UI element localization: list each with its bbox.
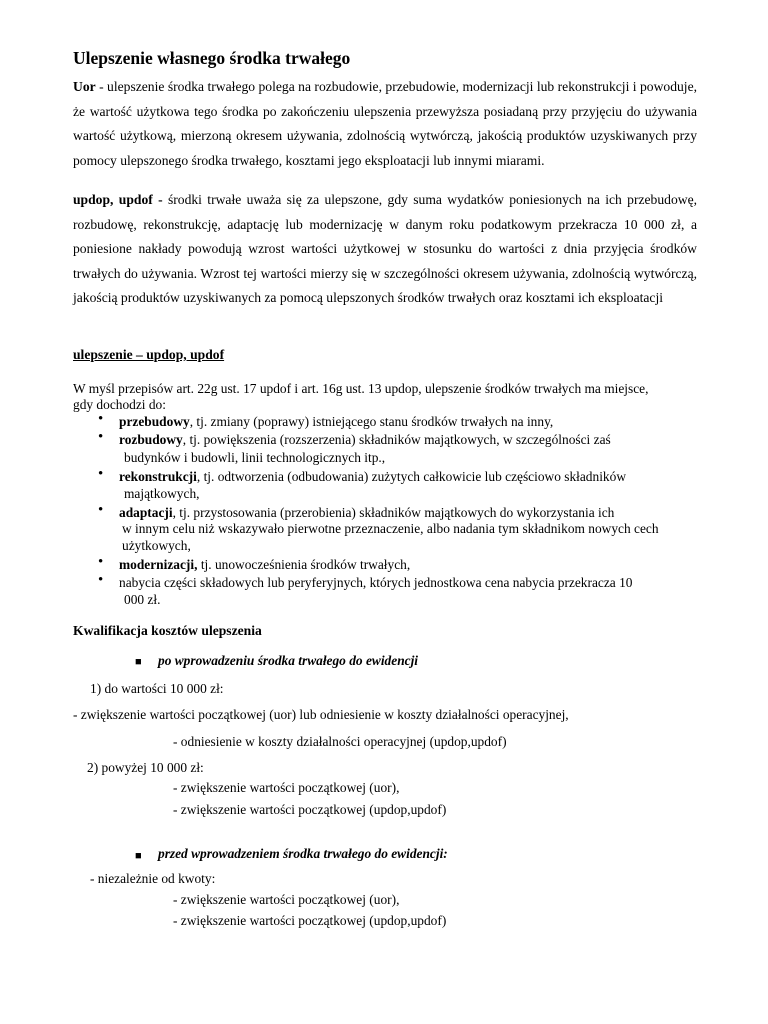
list-item-term: modernizacji,	[119, 557, 198, 572]
item-1: 1) do wartości 10 000 zł:	[90, 681, 224, 696]
uor-term: Uor	[73, 79, 96, 94]
list-item-text: , tj. przystosowania (przerobienia) składników majątkowych do wykorzystania ich	[172, 505, 615, 520]
list-item	[119, 468, 626, 486]
list-item	[119, 413, 553, 431]
uor-paragraph	[73, 75, 697, 173]
list-item	[119, 431, 611, 449]
updop-paragraph	[73, 188, 697, 311]
bullet-marker: •	[98, 429, 104, 445]
bullet-marker: •	[98, 411, 104, 427]
list-item-term: rozbudowy	[119, 432, 183, 447]
section-heading: ulepszenie – updop, updof	[73, 347, 225, 362]
updop-text: środki trwałe uważa się za ulepszone, gdy suma wydatków poniesionych na ich przebudowę, rozbudowę, rekonstrukcję, adaptację lub modernizację w danym roku podatkowym przekracza 10 000 zł, a poniesione nakłady powodują wzrost wartości użytkowej w stosunku do wartości z dnia przyjęcia środków trwałych do używania. Wzrost tej wartości mierzy się w szczególności okresem używania, zdolnością wytwórczą, jakością produktów uzyskiwanych za pomocą ulepszonych środków trwałych oraz kosztami ich eksploatacji	[73, 192, 697, 305]
item-2-option-a: - zwiększenie wartości początkowej (uor),	[173, 780, 400, 795]
before-option-b: - zwiększenie wartości początkowej (updop,updof)	[173, 913, 447, 928]
list-item-text: , tj. odtworzenia (odbudowania) zużytych całkowicie lub częściowo składników	[196, 469, 626, 484]
list-item	[119, 504, 614, 522]
after-registration-heading: po wprowadzeniu środka trwałego do ewidencji	[158, 653, 419, 668]
qualification-heading: Kwalifikacja kosztów ulepszenia	[73, 623, 262, 638]
list-item-continuation: w innym celu niż wskazywało pierwotne przeznaczenie, albo nadania tym składnikom nowych cech	[122, 521, 659, 536]
before-lead: - niezależnie od kwoty:	[90, 871, 216, 886]
list-item-term: rekonstrukcji	[119, 469, 197, 484]
square-bullet: ■	[135, 850, 142, 862]
updop-term: updop, updof -	[73, 192, 163, 207]
square-bullet: ■	[135, 656, 142, 668]
list-item-term: przebudowy	[119, 414, 190, 429]
bullet-marker: •	[98, 572, 104, 588]
before-registration-heading: przed wprowadzeniem środka trwałego do ewidencji:	[158, 846, 448, 861]
bullet-marker: •	[98, 554, 104, 570]
intro-line-1: W myśl przepisów art. 22g ust. 17 updof i art. 16g ust. 13 updop, ulepszenie środków trwałych ma miejsce,	[73, 381, 649, 396]
list-item-text: tj. unowocześnienia środków trwałych,	[197, 557, 411, 572]
list-item	[119, 556, 410, 574]
list-item-text: , tj. zmiany (poprawy) istniejącego stanu środków trwałych na inny,	[189, 414, 554, 429]
uor-text: - ulepszenie środka trwałego polega na rozbudowie, przebudowie, modernizacji lub rekonstrukcji i powoduje, że wartość użytkowa tego środka po zakończeniu ulepszenia przewyższa posiadaną przy przyjęciu do używania wartość użytkową, mierzoną okresem używania, zdolnością wytwórczą, jakością produktów uzyskiwanych przy pomocy ulepszonego środka trwałego, kosztami jego eksploatacji lub innymi miarami.	[73, 79, 697, 168]
item-1-option-b: - odniesienie w koszty działalności operacyjnej (updop,updof)	[173, 734, 507, 749]
intro-line-2: gdy dochodzi do:	[73, 397, 166, 412]
bullet-marker: •	[98, 502, 104, 518]
list-item-continuation: użytkowych,	[122, 538, 191, 553]
item-1-option-a: - zwiększenie wartości początkowej (uor) lub odniesienie w koszty działalności operacyjnej,	[73, 707, 569, 722]
list-item-continuation: budynków i budowli, linii technologicznych itp.,	[124, 450, 386, 465]
item-2-option-b: - zwiększenie wartości początkowej (updop,updof)	[173, 802, 447, 817]
list-item-continuation: 000 zł.	[124, 592, 161, 607]
item-2: 2) powyżej 10 000 zł:	[87, 760, 204, 775]
list-item-term: adaptacji	[119, 505, 173, 520]
list-item-continuation: majątkowych,	[124, 486, 200, 501]
bullet-marker: •	[98, 466, 104, 482]
before-option-a: - zwiększenie wartości początkowej (uor),	[173, 892, 400, 907]
page-title: Ulepszenie własnego środka trwałego	[73, 48, 351, 68]
list-item-text: , tj. powiększenia (rozszerzenia) składników majątkowych, w szczególności zaś	[182, 432, 611, 447]
list-item: nabycia części składowych lub peryferyjnych, których jednostkowa cena nabycia przekracza 10	[119, 575, 633, 590]
